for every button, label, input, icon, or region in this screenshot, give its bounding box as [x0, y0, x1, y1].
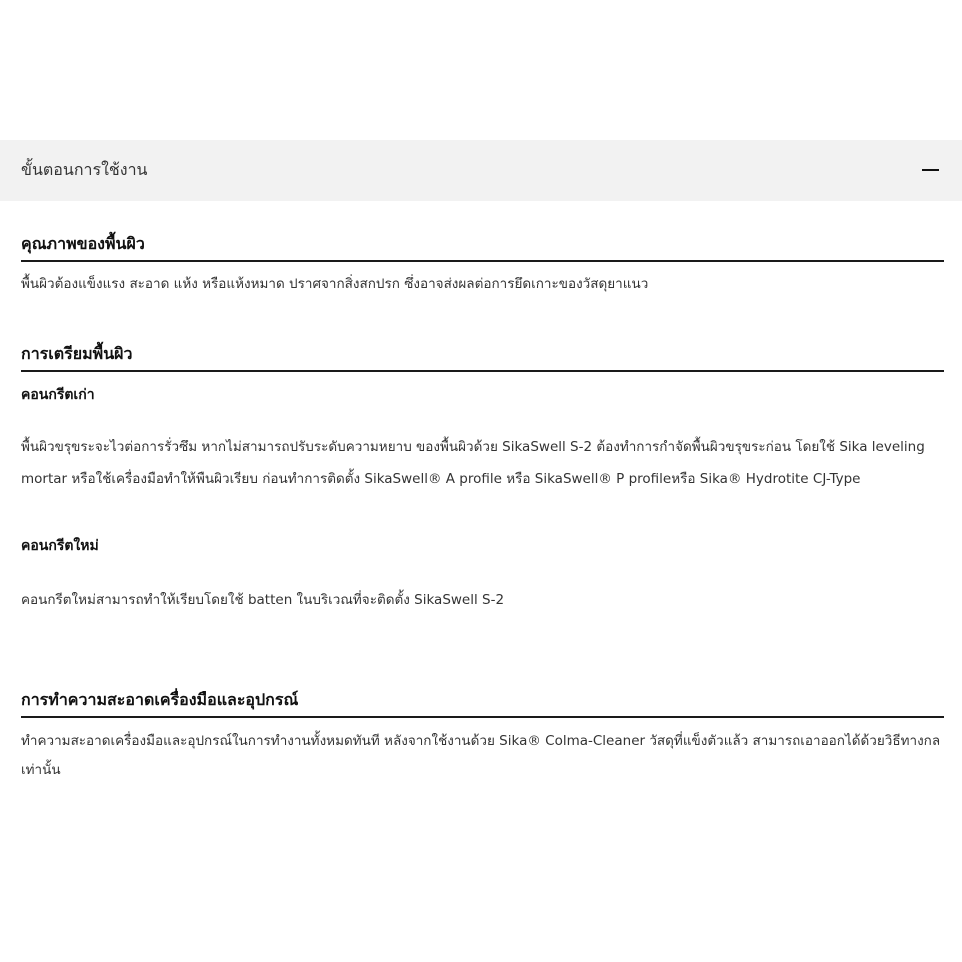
- old-concrete-text: พื้นผิวขรุขระจะไวต่อการรั่วซึม หากไม่สามารถปรับระดับความหยาบ ของพื้นผิวด้วย SikaSwell S-2 ต้องทำการกำจัดพื้นผิวขรุขระก่อน โดยใช้ Sika leveling mortar หรือใช้เครื่องมือทำให้พืนผิวเรียบ ก่อนทำการติดตั้ง SikaSwell® A profile หรือ SikaSwell® P profileหรือ Sika® Hydrotite CJ-Type: [21, 439, 925, 487]
- accordion-title: ขั้นตอนการใช้งาน: [21, 160, 148, 179]
- section-divider: [21, 370, 944, 372]
- subsection-title-old-concrete: คอนกรีตเก่า: [21, 387, 95, 403]
- section-divider: [21, 716, 944, 718]
- new-concrete-text: คอนกรีตใหม่สามารถทำให้เรียบโดยใช้ batten ในบริเวณที่จะติดตั้ง SikaSwell S-2: [21, 592, 505, 608]
- accordion-header-usage-steps[interactable]: [0, 140, 962, 201]
- section-title-surface-quality: คุณภาพของพื้นผิว: [21, 234, 145, 253]
- section-title-surface-preparation: การเตรียมพื้นผิว: [21, 344, 133, 363]
- minus-icon[interactable]: [922, 169, 939, 171]
- section-divider: [21, 260, 944, 262]
- surface-quality-text: พื้นผิวต้องแข็งแรง สะอาด แห้ง หรือแห้งหมาด ปราศจากสิ่งสกปรก ซึ่งอาจส่งผลต่อการยึดเกาะของวัสดุยาแนว: [21, 276, 649, 292]
- subsection-title-new-concrete: คอนกรีตใหม่: [21, 538, 99, 554]
- section-title-cleaning: การทำความสะอาดเครื่องมือและอุปกรณ์: [21, 690, 299, 709]
- cleaning-text: ทำความสะอาดเครื่องมือและอุปกรณ์ในการทำงานทั้งหมดทันที หลังจากใช้งานด้วย Sika® Colma-Cleaner วัสดุที่แข็งตัวแล้ว สามารถเอาออกได้ด้วยวิธีทางกลเท่านั้น: [21, 733, 941, 778]
